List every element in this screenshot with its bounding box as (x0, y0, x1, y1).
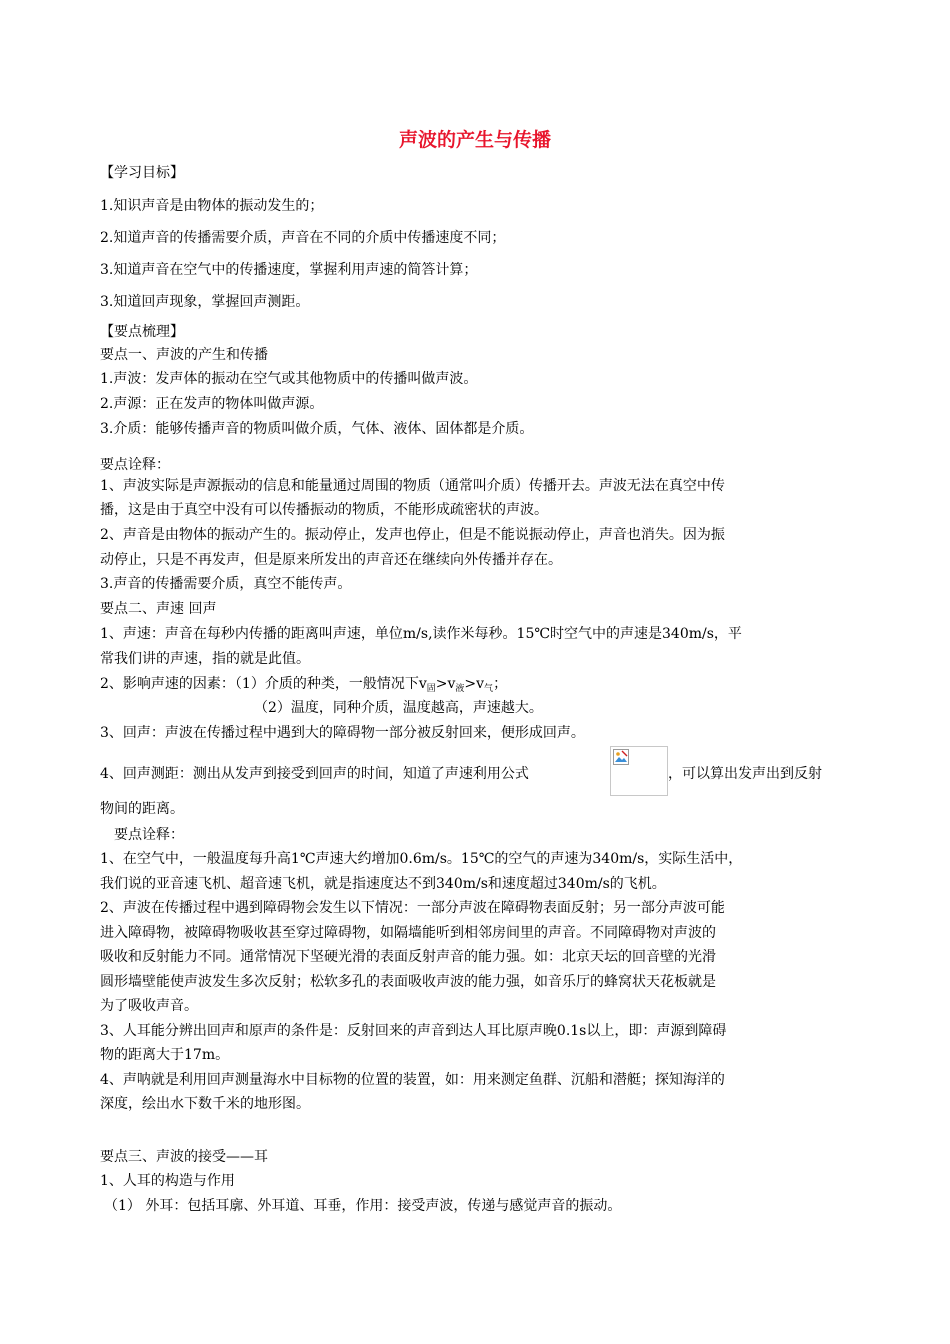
note-line: 3.声音的传播需要介质，真空不能传声。 (100, 576, 352, 592)
note-line: 物的距离大于17m。 (100, 1047, 230, 1063)
formula-image (610, 746, 668, 796)
note-line: 吸收和反射能力不同。通常情况下坚硬光滑的表面反射声音的能力强。如：北京天坛的回音壁的光滑 (100, 949, 716, 965)
note-label: 要点诠释： (114, 827, 184, 843)
ear-line: （1） 外耳：包括耳廓、外耳道、耳垂，作用：接受声波，传递与感觉声音的振动。 (104, 1198, 622, 1214)
note-line: 1、在空气中，一般温度每升高1℃声速大约增加0.6m/s。15℃的空气的声速为340m/s，实际生活中， (100, 851, 743, 867)
goal-item: 3.知道回声现象，掌握回声测距。 (100, 294, 310, 310)
goal-item: 1.知识声音是由物体的振动发生的； (100, 198, 324, 214)
factor-line: （2）温度，同种介质，温度越高，声速越大。 (254, 700, 543, 716)
goals-heading: 【学习目标】 (100, 165, 184, 181)
note-line: 动停止，只是不再发声，但是原来所发出的声音还在继续向外传播并存在。 (100, 552, 562, 568)
note-line: 4、声呐就是利用回声测量海水中目标物的位置的装置，如：用来测定鱼群、沉船和潜艇；探知海洋的 (100, 1072, 725, 1088)
subscript-gas: 气 (484, 684, 494, 694)
point-item: 1.声波：发声体的振动在空气或其他物质中的传播叫做声波。 (100, 371, 478, 387)
goal-item: 3.知道声音在空气中的传播速度，掌握利用声速的简答计算； (100, 262, 478, 278)
gt-symbol: >v (435, 676, 456, 692)
point-item: 2.声源：正在发声的物体叫做声源。 (100, 396, 324, 412)
echo-distance-text-end: 物间的距离。 (100, 801, 184, 817)
point-item: 3.介质：能够传播声音的物质叫做介质，气体、液体、固体都是介质。 (100, 421, 534, 437)
factor-line (100, 674, 507, 696)
section-title: 要点一、声波的产生和传播 (100, 347, 268, 363)
note-line: 播，这是由于真空中没有可以传播振动的物质，不能形成疏密状的声波。 (100, 502, 548, 518)
factor-text: 2、影响声速的因素：（1）介质的种类，一般情况下v (100, 676, 427, 692)
semicolon: ； (493, 676, 508, 692)
note-line: 为了吸收声音。 (100, 998, 198, 1014)
note-line: 3、人耳能分辨出回声和原声的条件是：反射回来的声音到达人耳比原声晚0.1s以上，即：声源到障碍 (100, 1023, 727, 1039)
section-title: 要点三、声波的接受——耳 (100, 1149, 268, 1165)
goal-item: 2.知道声音的传播需要介质，声音在不同的介质中传播速度不同； (100, 230, 506, 246)
section-title: 要点二、声速 回声 (100, 601, 217, 617)
page-title: 声波的产生与传播 (398, 129, 551, 151)
broken-image-icon (613, 749, 629, 765)
note-line: 深度，绘出水下数千米的地形图。 (100, 1096, 310, 1112)
speed-line: 1、声速：声音在每秒内传播的距离叫声速，单位m/s,读作米每秒。15℃时空气中的声速是340m/s，平 (100, 626, 742, 642)
note-line: 进入障碍物，被障碍物吸收甚至穿过障碍物，如隔墙能听到相邻房间里的声音。不同障碍物对声波的 (100, 925, 716, 941)
note-line: 2、声音是由物体的振动产生的。振动停止，发声也停止，但是不能说振动停止，声音也消失。因为振 (100, 527, 725, 543)
echo-distance-text-cont: ，可以算出发声出到反射 (668, 766, 822, 782)
points-heading: 【要点梳理】 (100, 324, 184, 340)
subscript-solid: 固 (426, 684, 436, 694)
ear-line: 1、人耳的构造与作用 (100, 1173, 235, 1189)
note-line: 圆形墙壁能使声波发生多次反射；松软多孔的表面吸收声波的能力强，如音乐厅的蜂窝状天花板就是 (100, 974, 716, 990)
echo-distance-text: 4、回声测距：测出从发声到接受到回声的时间，知道了声速利用公式 (100, 766, 529, 782)
echo-line: 3、回声：声波在传播过程中遇到大的障碍物一部分被反射回来，便形成回声。 (100, 725, 585, 741)
gt-symbol: >v (464, 676, 485, 692)
note-line: 1、声波实际是声源振动的信息和能量通过周围的物质（通常叫介质）传播开去。声波无法在真空中传 (100, 478, 725, 494)
note-line: 2、声波在传播过程中遇到障碍物会发生以下情况：一部分声波在障碍物表面反射；另一部分声波可能 (100, 900, 725, 916)
subscript-liquid: 液 (455, 684, 465, 694)
note-line: 我们说的亚音速飞机、超音速飞机，就是指速度达不到340m/s和速度超过340m/s的飞机。 (100, 876, 666, 892)
speed-line: 常我们讲的声速，指的就是此值。 (100, 651, 310, 667)
note-label: 要点诠释： (100, 457, 170, 473)
